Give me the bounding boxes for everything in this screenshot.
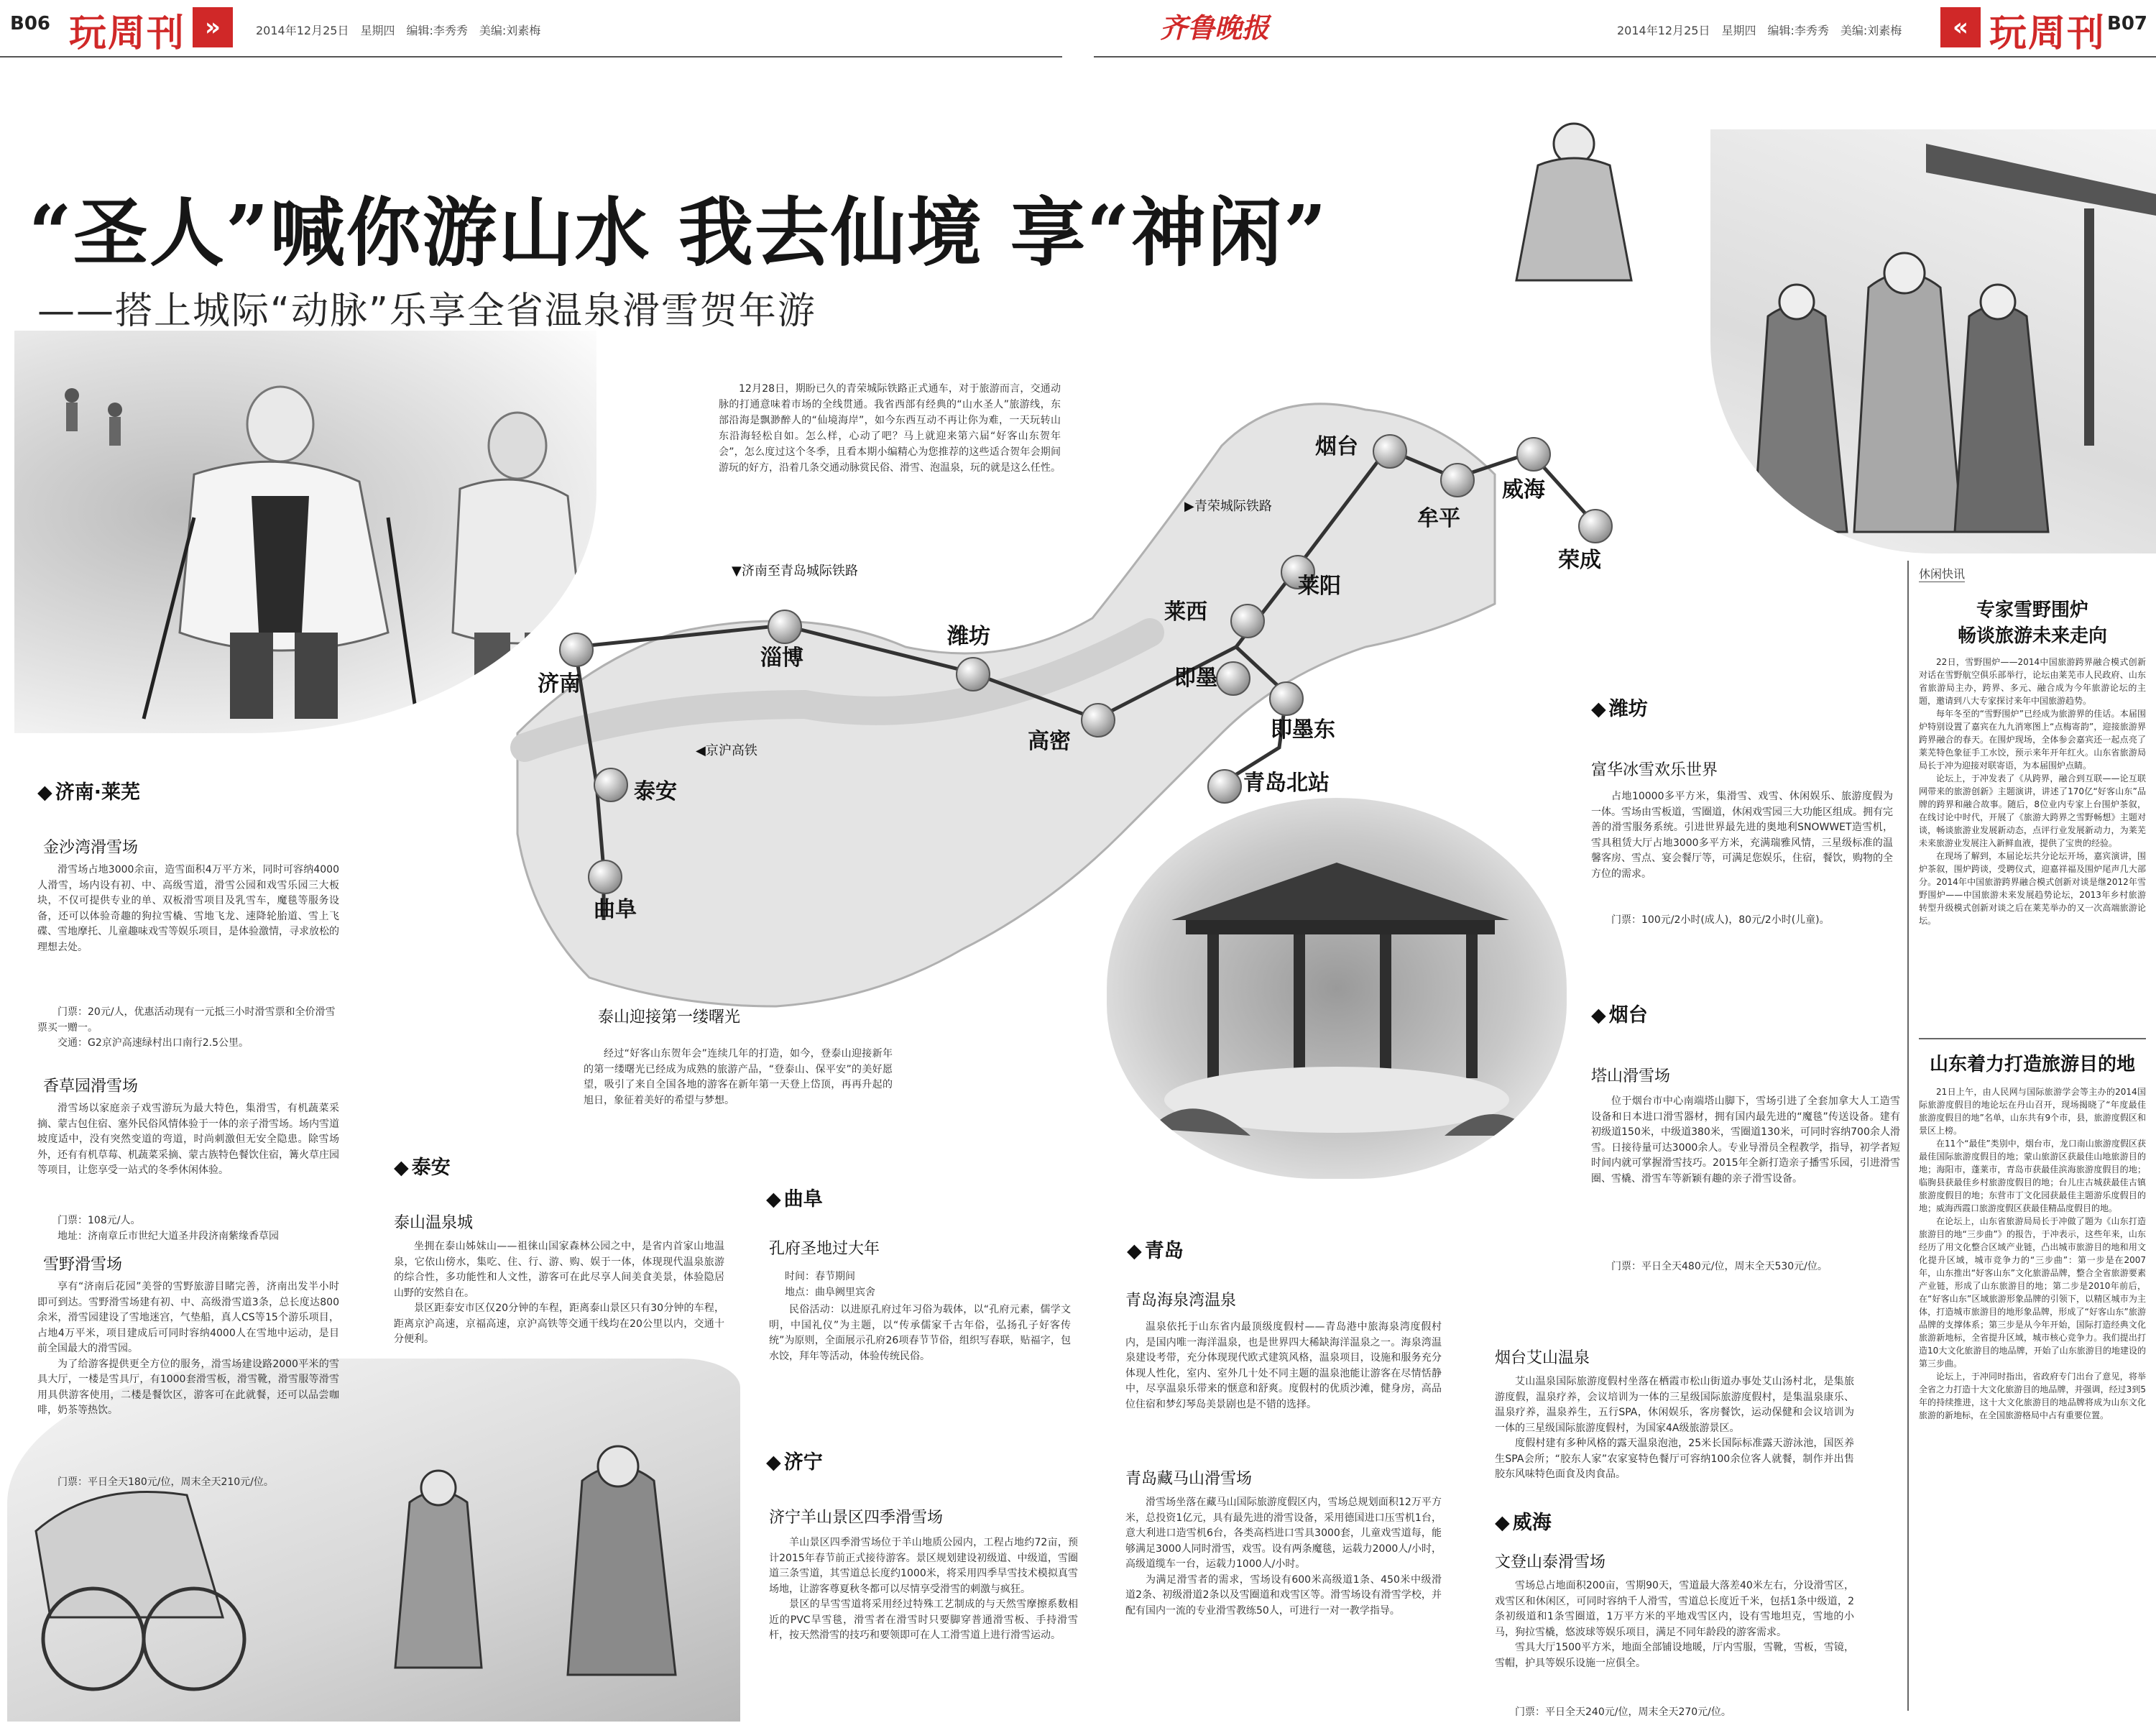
station-rongcheng (1578, 509, 1613, 543)
subheadline: ——搭上城际“动脉”乐享全省温泉滑雪贺年游 (37, 290, 816, 333)
news2-body: 21日上午，由人民网与国际旅游学会等主办的2014国际旅游度假目的地论坛在丹山召开，现场揭晓了“年度最佳旅游度假目的地”名单，山东共有9个市，县，旅游度假区和景区上榜。 在11个“最佳”类别中，烟台市，龙口南山旅游度假区获最佳国际旅游度假目的地；蒙山旅游区获最佳山地旅游目的地；海阳市，蓬莱市，青岛市获最佳滨海旅游度假目的地；临朐县获最佳乡村旅游度假目的地；台儿庄古城获最佳古镇旅游度假目的地；东营市丁文化园获最佳主题游乐度假目的地；威海西霞口旅游度假区获最佳精品度假目的地。 在论坛上，山东省旅游局局长于冲做了题为《山东打造旅游目的地“三步曲”》的报告，于冲表示，这些年来，山东经历了用文化整合区域产业链，凸出城市旅游目的地和用文化提升区域，城市竞争力的“三步曲”：第一步是在2007年，山东推出“好客山东”文化旅游品牌，整合全省旅游要素产业链，形成了山东旅游目的地；第二步是2010年前后，在“好客山东”区域旅游形象品牌的引领下，以精区城市为主体，打造城市旅游目的地形象品牌，形成了“好客山东”旅游品牌的支撑体系；第三步是从今年开始，国际打造经典文化旅游新地标，全省提升区域，城市核心竞争力。我们提出打造10大文化旅游目的地品牌，开始了山东旅游目的地建设的第三步曲。 论坛上，于冲同时指出，省政府专门出台了意见，将举全省之力打造十大文化旅游目的地品牌，并强调，经过3到5年的持续推进，这十大文化旅游目的地品牌将成为山东文化旅游的新地标，在全国旅游格局中占有重要位置。 (1919, 1087, 2146, 1420)
article-title-kongfu: 孔府圣地过大年 (769, 1240, 880, 1258)
article-title-fuhua: 富华冰雪欢乐世界 (1591, 761, 1718, 779)
article-body-xiangcaoyuan: 滑雪场以家庭亲子戏雪游玩为最大特色，集滑雪，有机蔬菜采摘、蒙古包住宿、塞外民俗风情体验于一体的亲子滑雪场。场内雪道坡度适中，没有突然变道的弯道，时尚刺激但无安全隐患。除雪场外，还有有机草莓、机蔬菜采摘、蒙古族特色餐饮住宿，篝火草庄园等项目，让您享受一站式的冬季休闲体验。 (37, 1103, 339, 1176)
rail-label-jinan-qingdao: ▼济南至青岛城际铁路 (732, 564, 858, 579)
left-section-name: 玩周刊 (69, 12, 186, 55)
station-taian (594, 768, 628, 802)
article-body-jinshawan: 滑雪场占地3000余亩，造雪面积4万平方米，同时可容纳4000人滑雪，场内设有初、中、高级雪道，滑雪公园和戏雪乐园三大板块，不仅可提供专业的单、双板滑雪项目及乳雪车，魔毯等服务设备，还可以体验奇趣的狗拉雪橇、雪地飞龙、速降轮胎道、雪上飞碟、雪地摩托、儿童趣味戏雪等娱乐项目，是体验激情，寻求放松的理想去处。 (37, 864, 339, 953)
city-label-laiyang: 莱阳 (1298, 574, 1341, 599)
lead-text: 12月28日，期盼已久的青荣城际铁路正式通车，对于旅游而言，交通动脉的打通意味着市场的全线贯通。我省西部有经典的“山水圣人”旅游线，东部沿海是飘渺醉人的“仙境海岸”，如今东西互动不再让你为难，一天玩转山东沿海轻松自如。怎么样，心动了吧？马上就迎来第六届“好客山东贺年会”，怎么度过这个冬季，且看本期小编精心为您推荐的这些适合贺年会期间游玩的好方，沿着几条交通动脉赏民俗、滑雪、泡温泉，玩的就是这么任性。 (719, 383, 1061, 474)
sidebar-tag: 休闲快讯 (1919, 565, 1965, 582)
station-laixi (1230, 604, 1265, 638)
station-jinan (559, 633, 594, 667)
article-title-tashan: 塔山滑雪场 (1591, 1067, 1671, 1085)
city-label-qingdaobei: 青岛北站 (1243, 771, 1330, 796)
region-heading-jining: ◆ 济宁 (766, 1446, 823, 1474)
news1-title-line2: 畅谈旅游未来走向 (1957, 625, 2107, 647)
article-title-taishan-sunrise: 泰山迎接第一缕曙光 (598, 1008, 741, 1026)
city-label-jinan: 济南 (538, 671, 581, 697)
article-title-yangshan: 济宁羊山景区四季滑雪场 (769, 1509, 944, 1527)
article-title-aishan: 烟台艾山温泉 (1495, 1349, 1590, 1367)
right-page-number: B07 (2107, 13, 2147, 35)
article-ticket-xueye: 门票：平日全天180元/位，周末全天210元/位。 (57, 1476, 274, 1488)
left-page-number: B06 (10, 13, 50, 35)
rail-label-jinghu: ◀京沪高铁 (696, 743, 757, 758)
article-body-aishan: 艾山温泉国际旅游度假村坐落在栖霞市松山街道办事处艾山汤村北，是集旅游度假，温泉疗养，会议培训为一体的三星级国际旅游度假村，是集温泉康乐、温泉疗养，温泉养生，五行SPA，休闲娱乐，客房餐饮，运动保健和会议培训为一体的三星级国际旅游度假村，为国家4A级旅游景区。 度假村建有多种风格的露天温泉泡池，25米长国际标准露天游泳池，国医养生SPA会所；“胶东人家”农家宴特色餐厅可容纳100余位客人就餐，制作并出售胶东风味特色面食及肉食品。 (1495, 1376, 1854, 1480)
region-heading-qingdao: ◆ 青岛 (1127, 1235, 1184, 1263)
article-body-haiquanwan: 温泉依托于山东省内最顶级度假村——青岛港中旅海泉湾度假村内，是国内唯一海洋温泉，也是世界四大稀缺海洋温泉之一。海泉湾温泉建设考带，充分体现现代欧式建筑风格，温泉项目，设施和服务充分体现人性化，室内、室外几十处不同主题的温泉池能让游客在尽情恬静中，尽享温泉乐带来的惬意和舒爽。度假村的优质沙滩，健身房，高品位住宿和梦幻琴岛美景剧也是不错的选择。 (1125, 1321, 1442, 1410)
article-body-kongfu: 民俗活动：以进原孔府过年习俗为载体，以“孔府元素，儒学文明，中国礼仪”为主题，以“传承儒家千古年俗，弘扬孔子好客传统”为原则，全面展示孔府26项春节节俗，组织写春联，贴福字，包水饺，拜年等活动，体验传统民俗。 (769, 1304, 1071, 1362)
station-qingdaobei (1207, 769, 1242, 804)
city-label-jimodong: 即墨东 (1271, 717, 1335, 743)
headline: “圣人”喊你游山水 我去仙境 享“神闲” (29, 188, 1328, 277)
city-label-yantai: 烟台 (1315, 434, 1358, 459)
station-weihai (1516, 437, 1551, 472)
city-label-laixi: 莱西 (1164, 599, 1207, 625)
city-label-qufu: 曲阜 (594, 897, 637, 922)
article-body-yangshan: 羊山景区四季滑雪场位于羊山地质公园内，工程占地约72亩，预计2015年春节前正式接待游客。景区规划建设初级道、中级道，雪圈道三条雪道，其雪道总长度约1000米，将采用四季旱雪技术模拟真雪场地，让游客尊夏秋冬都可以尽情享受滑雪的刺激与疯狂。 景区的旱雪雪道将采用经过特殊工艺制成的与天然雪摩擦系数相近的PVC旱雪毯，滑雪者在滑雪时只要脚穿普通滑雪板、手持滑雪杆，按天然滑雪的技巧和要领即可在人工滑雪道上进行滑雪运动。 (769, 1537, 1078, 1641)
article-notes-jinshawan: 门票：20元/人，优惠活动现有一元抵三小时滑雪票和全价滑雪票买一赠一。 交通：G2京沪高速绿村出口南行2.5公里。 (37, 1006, 336, 1049)
chevron-left-icon: « (1940, 7, 1981, 47)
news1-title-line1: 专家雪野围炉 (1976, 599, 2088, 621)
region-heading-yantai: ◆ 烟台 (1591, 999, 1648, 1027)
sidebar-divider-2 (1919, 1038, 2146, 1039)
chevron-right-icon: » (193, 7, 233, 47)
article-title-haiquanwan: 青岛海泉湾温泉 (1125, 1292, 1237, 1310)
article-notes-xiangcaoyuan: 门票：108元/人。 地址：济南章丘市世纪大道圣井段济南紫缘香草园 (57, 1215, 279, 1242)
station-yantai (1373, 434, 1407, 469)
left-dateline: 2014年12月25日 星期四 编辑:李秀秀 美编:刘素梅 (256, 24, 541, 37)
station-jimo (1216, 661, 1250, 696)
article-body-xueye: 享有“济南后花园”美誉的雪野旅游目睹完善，济南出发半小时即可到达。雪野滑雪场建有初、中、高级滑雪道3条，总长度达800余米，滑雪园建设了雪地迷宫，气垫船，真人CS等15个游乐项目，占地4万平米，项目建成后可同时容纳4000人在雪地中运动，是目前全国最大的滑雪园。 为了给游客提供更全方位的服务，滑雪场建设路2000平米的雪具大厅，一楼是雪具厅，有1000套滑雪板，滑雪靴，滑雪服等滑雪用具供游客使用，二楼是餐饮区，游客可在此就餐，还可以品尝咖啡，奶茶等热饮。 (37, 1281, 339, 1416)
rail-label-qingrong: ▶青荣城际铁路 (1184, 499, 1272, 514)
article-body-taishan-hotspring: 坐拥在泰山姊妹山——祖徕山国家森林公园之中，是省内首家山地温泉，它依山傍水，集吃、住、行、游、购、娱于一体，体现现代温泉旅游的综合性，多功能性和人文性，游客可在此尽享人间美食美景，体验隐居山野的安然自在。 景区距泰安市区仅20分钟的车程，距离泰山景区只有30分钟的车程，距离京沪高速，京福高速，京沪高铁等交通干线均在20公里以内，交通十分便利。 (394, 1241, 724, 1345)
article-title-xueye: 雪野滑雪场 (43, 1256, 123, 1274)
city-label-taian: 泰安 (634, 779, 677, 804)
station-gaomi (1081, 703, 1115, 737)
article-title-zangmashan: 青岛藏马山滑雪场 (1125, 1470, 1253, 1488)
news2-title: 山东着力打造旅游目的地 (1929, 1054, 2135, 1075)
station-jimodong (1269, 681, 1304, 716)
station-qufu (588, 860, 622, 894)
masthead-logo: 齐鲁晚报 (1160, 12, 1270, 44)
city-label-gaomi: 高密 (1028, 729, 1071, 754)
region-heading-qufu: ◆ 曲阜 (766, 1183, 823, 1211)
article-ticket-shantai: 门票：平日全天240元/位，周末全天270元/位。 (1515, 1706, 1731, 1718)
city-label-weifang: 潍坊 (947, 624, 990, 649)
article-title-jinshawan: 金沙湾滑雪场 (43, 839, 139, 857)
article-title-xiangcaoyuan: 香草园滑雪场 (43, 1077, 139, 1095)
region-heading-weihai: ◆ 威海 (1495, 1507, 1552, 1535)
sidebar-divider (1907, 561, 1909, 1711)
right-section-name: 玩周刊 (1989, 12, 2106, 55)
article-body-shantai: 雪场总占地面积200亩，雪期90天，雪道最大落差40米左右，分设滑雪区，戏雪区和休闲区，可同时容纳千人滑雪，雪道总长度近千米，包括1条中级道，2条初级道和1条雪圈道，1万平方米的平地戏雪区内，设有雪地坦克，雪地的小马，狗拉雪橇，悠波球等娱乐项目，满足不同年龄段的游客需求。 雪具大厅1500平方米，地面全部铺设地暖，厅内雪服，雪靴，雪板，雪镜，雪帽，护具等娱乐设施一应俱全。 (1495, 1580, 1854, 1669)
article-body-tashan: 位于烟台市中心南端塔山脚下，雪场引进了全套加拿大人工造雪设备和日本进口滑雪器材，拥有国内最先进的“魔毯”传送设备。建有初级道150米，中级道380米，雪圈道130米，可同时容纳700余人滑雪。日接待量可达3000余人。专业导滑员全程教学，指导，初学者短时间内就可掌握滑雪技巧。2015年全新打造亲子播雪乐园，引进滑雪圈、雪橇、滑雪车等新颖有趣的亲子滑雪设备。 (1591, 1095, 1900, 1185)
article-body-fuhua: 占地10000多平方米，集滑雪、戏雪、休闲娱乐、旅游度假为一体。雪场由雪板道，雪圈道，休闲戏雪园三大功能区组成。拥有完善的滑雪服务系统。引进世界最先进的奥地利SNOWWET造雪机，雪具租赁大厅占地3000多平方米，充满瑞雅风情，三星级标准的温馨客房、雪点、宴会餐厅等，可满足您娱乐，住宿，餐饮，购物的全方位的需求。 (1591, 791, 1893, 880)
article-meta-kongfu: 时间：春节期间 地点：曲阜阙里宾舍 (785, 1271, 875, 1298)
right-dateline: 2014年12月25日 星期四 编辑:李秀秀 美编:刘素梅 (1617, 24, 1902, 37)
city-label-jimo: 即墨 (1174, 666, 1217, 691)
news1-body: 22日，雪野围炉——2014中国旅游跨界融合模式创新对话在雪野航空俱乐部举行，论坛由莱芜市人民政府、山东省旅游局主办，跨界、多元、融合成为今年旅游论坛的主题，邀请到八大专家探讨来年中国旅游趋势。 每年冬至的“雪野围炉”已经成为旅游界的佳话。本届围炉特别设置了嘉宾在九九消寒图上“点梅寄韵”，迎接旅游界跨界融合的春天。在围炉现场，全体参会嘉宾还一起点亮了莱芜特色象征手工水饺，预示来年开年红火。山东省旅游局局长于冲为迎接对联寄语，为本届围炉点睛。 论坛上，于冲发表了《从跨界，融合到互联——论互联网带来的旅游创新》主题演讲，讲述了170亿“好客山东”品牌的跨界和融合故事。随后，8位业内专家上台围炉茶叙，在线讨论中时代，开展了《旅游大跨界之雪野畅想》主题对谈，畅谈旅游业发展新动态，点评行业发展新动力，为莱芜未来旅游业发展注入新鲜血液，提供了宝贵的经验。 在现场了解到，本届论坛共分论坛开场，嘉宾演讲，围炉茶叙，围炉跨谈，受聘仪式，迎嘉祥福及围炉尾声几大部分。2014年中国旅游跨界融合模式创新对谈是继2012年雪野围炉——中国旅游未来发展趋势论坛，2013年乡村旅游转型升级模式创新对谈之后在莱芜举办的又一次高端旅游论坛。 (1919, 657, 2146, 926)
city-label-weihai: 威海 (1502, 477, 1545, 502)
station-zibo (768, 610, 802, 644)
article-title-taishan-hotspring: 泰山温泉城 (394, 1214, 474, 1232)
region-heading-jinan: ◆ 济南·莱芜 (37, 776, 140, 804)
station-weifang (956, 657, 990, 691)
article-title-shantai: 文登山泰滑雪场 (1495, 1553, 1606, 1571)
region-heading-taian: ◆ 泰安 (394, 1152, 451, 1180)
article-body-zangmashan: 滑雪场坐落在藏马山国际旅游度假区内，雪场总规划面积12万平方米，总投资1亿元，具有最先进的滑雪设备，采用德国进口压雪机1台，意大利进口造雪机6台，各类高档进口雪具3000套，儿童戏雪道每，能够满足3000人同时滑雪，戏雪。设有两条魔毯，运载力2000人/小时，高级道缆车一台，运载力1000人/小时。 为满足滑雪者的需求，雪场设有600米高级道1条、450米中级滑道2条、初级滑道2条以及雪圈道和戏雪区等。滑雪场设有滑雪学校，并配有国内一流的专业滑雪教练50人，可进行一对一教学指导。 (1125, 1497, 1442, 1617)
article-body-taishan-sunrise: 经过“好客山东贺年会”连续几年的打造，如今，登泰山迎接新年的第一缕曙光已经成为成熟的旅游产品，“登泰山、保平安”的美好愿望，吸引了来自全国各地的游客在新年第一天登上岱顶，再再升起的旭日，象征着美好的希望与梦想。 (584, 1048, 893, 1106)
region-heading-weifang: ◆ 潍坊 (1591, 693, 1648, 721)
city-label-muping: 牟平 (1417, 506, 1460, 531)
city-label-rongcheng: 荣成 (1558, 548, 1601, 573)
city-label-zibo: 淄博 (760, 645, 803, 671)
article-ticket-tashan: 门票：平日全天480元/位，周末全天530元/位。 (1611, 1261, 1828, 1272)
article-ticket-fuhua: 门票：100元/2小时(成人)，80元/2小时(儿童)。 (1611, 914, 1830, 926)
station-muping (1440, 463, 1475, 497)
